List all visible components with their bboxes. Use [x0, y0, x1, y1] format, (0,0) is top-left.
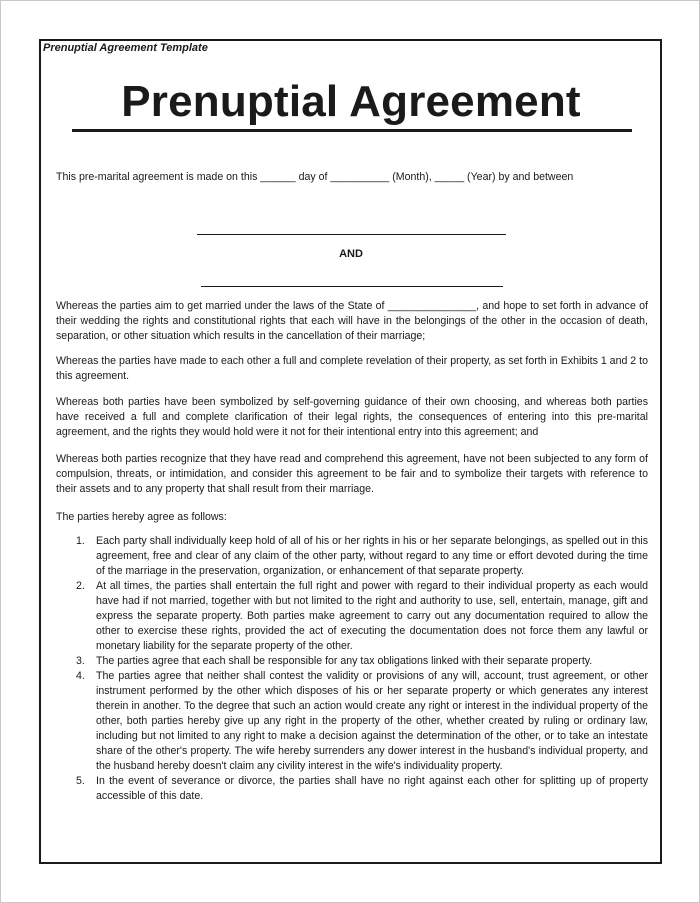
party-one-line	[197, 234, 506, 235]
agreement-lead-in: The parties hereby agree as follows:	[56, 511, 227, 523]
list-item-text: In the event of severance or divorce, the parties shall have no right against each other for splitting up of property accessible of this date.	[96, 775, 648, 802]
whereas-paragraph-4: Whereas both parties recognize that they have read and comprehend this agreement, have not been subjected to any form of compulsion, threats, or intimidation, and consider this agreement to be fair and to symbolize their targets with reference to their assets and to any property that shall result from their marriage.	[56, 453, 648, 495]
list-item	[56, 534, 648, 579]
list-item-number: 1.	[76, 535, 85, 547]
intro-paragraph: This pre-marital agreement is made on this ______ day of __________ (Month), _____ (Year) by and between	[56, 171, 574, 183]
list-item-number: 2.	[76, 580, 85, 592]
list-item-text: Each party shall individually keep hold of all of his or her rights in his or her separate belongings, as spelled out in this agreement, free and clear of any claim of the other party, without regard to any time or effort devoted during the time of the marriage in the preservation, organization, or enhancement of that separate property.	[96, 535, 648, 577]
list-item-text: The parties agree that neither shall contest the validity or provisions of any will, account, trust agreement, or other instrument performed by the other which disposes of his or her separate property or which generates any interest therein in another. To the degree that such an action would create any right or interest in the individual property of the other, both parties hereby give up any right in the property of the other, whether created by ruling or ordinary law, including but not limited to any right to make a decision against the determination of the other, or to take an intestate share of the other's property. The wife hereby surrenders any dower interest in the husband's individual property, and the husband hereby doesn't claim any civility interest in the wife's individuality property.	[96, 670, 648, 772]
list-item-text: At all times, the parties shall entertain the full right and power with regard to their individual property as each would have had if not married, together with but not limited to the right and authority to use, sell, entertain, manage, gift and express the separate property. Both parties make agreement to carry out any documentation required to allow the other to exercise these rights, provided the act of executing the documentation does not force them any lawful or monetary liability for the separate property of the other.	[96, 580, 648, 652]
list-item-number: 4.	[76, 670, 85, 682]
template-label: Prenuptial Agreement Template	[43, 42, 208, 54]
list-item	[56, 774, 648, 804]
list-item	[56, 669, 648, 774]
list-item-number: 5.	[76, 775, 85, 787]
document-title: Prenuptial Agreement	[121, 77, 581, 126]
and-label: AND	[339, 248, 363, 260]
list-item	[56, 654, 648, 669]
list-item-number: 3.	[76, 655, 85, 667]
list-item-text: The parties agree that each shall be responsible for any tax obligations linked with their separate property.	[96, 655, 593, 667]
whereas-paragraph-1: Whereas the parties aim to get married under the laws of the State of _______________, and hope to set forth in advance of their wedding the rights and constitutional rights that each will have in the belongings of the other in the occasion of death, separation, or other situation which results in the cancellation of their marriage;	[56, 300, 648, 342]
list-item	[56, 579, 648, 654]
title-underline	[72, 129, 632, 132]
whereas-paragraph-2: Whereas the parties have made to each other a full and complete revelation of their property, as set forth in Exhibits 1 and 2 to this agreement.	[56, 355, 648, 382]
agreement-terms-list	[56, 534, 648, 804]
party-two-line	[201, 286, 503, 287]
whereas-paragraph-3: Whereas both parties have been symbolized by self-governing guidance of their own choosing, and whereas both parties have received a full and complete clarification of their legal rights, the consequences of entering into this pre-marital agreement, and the rights they would hold were it not for their intentional entry into this agreement; and	[56, 396, 648, 438]
